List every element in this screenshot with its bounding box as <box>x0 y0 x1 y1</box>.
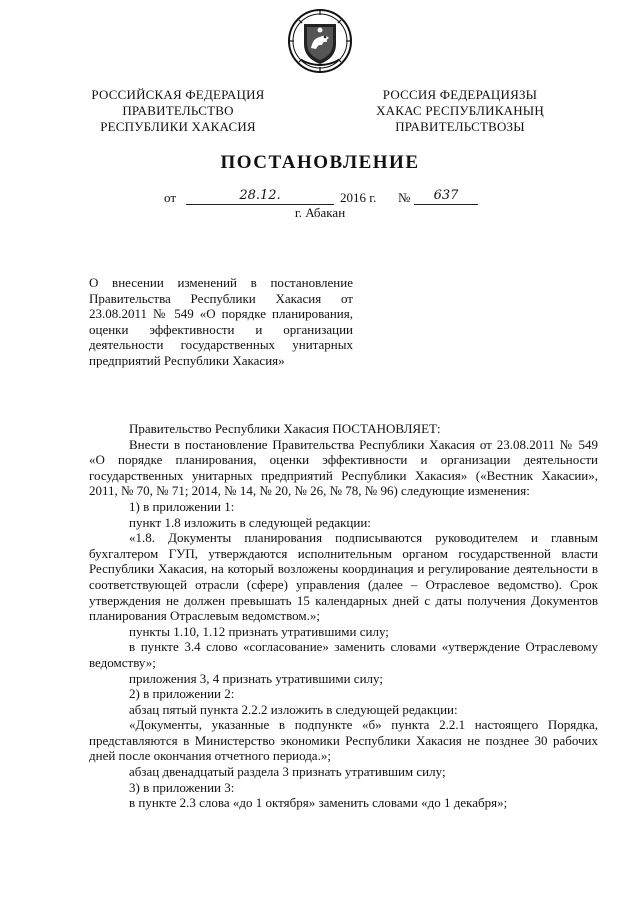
document-subject: О внесении изменений в постановление Правительства Республики Хакасия от 23.08.2011 № 549 «О порядке планирования, оценки эффективности и организации деятельности государственных унитарных предприятий Республики Хакасия» <box>89 275 353 368</box>
document-title: ПОСТАНОВЛЕНИЕ <box>220 152 420 173</box>
body-paragraph: 3) в приложении 3: <box>129 779 235 795</box>
document-number: 637 <box>414 190 478 205</box>
header-khakas-line-1: РОССИЯ ФЕДЕРАЦИЯЗЫ <box>382 87 538 102</box>
body-paragraph: пункты 1.10, 1.12 признать утратившими силу; <box>129 623 389 639</box>
city-line: г. Абакан <box>294 205 346 220</box>
header-ru-line-3: РЕСПУБЛИКИ ХАКАСИЯ <box>100 119 256 134</box>
body-paragraph: Внести в постановление Правительства Республики Хакасия от 23.08.2011 № 549 «О порядке планирования, оценки эффективности и организации деятельности государственных унитарных предприятий Республики Хакасия» («Вестник Хакасии», 2011, № 70, № 71; 2014, № 14, № 20, № 26, № 78, № 96) следующие изменения: <box>89 436 598 499</box>
body-paragraph: абзац двенадцатый раздела 3 признать утратившим силу; <box>129 764 446 780</box>
header-ru-line-1: РОССИЙСКАЯ ФЕДЕРАЦИЯ <box>91 87 265 102</box>
coat-of-arms-emblem <box>287 8 353 74</box>
body-paragraph: «Документы, указанные в подпункте «б» пункта 2.2.1 настоящего Порядка, представляются в Министерство экономики Республики Хакасия не позднее 30 рабочих дней после окончания отчетного периода.»; <box>89 717 598 764</box>
date-year: 2016 г. <box>340 190 377 205</box>
body-paragraph: «1.8. Документы планирования подписываются руководителем и главным бухгалтером ГУП, утверждаются исполнительным органом государственной власти Республики Хакасия, на который возложены координация и регулирование деятельности в соответствующей отрасли (сфере) управления (далее – Отраслевое ведомство). Срок утверждения не должен превышать 15 календарных дней с даты получения Документов планирования Отраслевым ведомством.»; <box>89 530 598 624</box>
body-paragraph: пункт 1.8 изложить в следующей редакции: <box>129 514 371 530</box>
body-paragraph: приложения 3, 4 признать утратившими силу; <box>129 670 383 686</box>
body-paragraph: 2) в приложении 2: <box>129 686 235 702</box>
header-khakas-line-3: ПРАВИТЕЛЬСТВОЗЫ <box>395 119 525 134</box>
header-khakas <box>360 87 560 135</box>
body-paragraph: Правительство Республики Хакасия ПОСТАНОВЛЯЕТ: <box>129 421 441 436</box>
date-prefix: от <box>164 190 177 205</box>
header-khakas-line-2: ХАКАС РЕСПУБЛИКАНЫҢ <box>376 103 544 118</box>
body-paragraph: 1) в приложении 1: <box>129 498 235 514</box>
header-ru-line-2: ПРАВИТЕЛЬСТВО <box>122 103 234 118</box>
number-label: № <box>398 190 411 205</box>
date-value: 28.12. <box>186 190 334 205</box>
header-ru <box>78 87 278 135</box>
document-body <box>89 421 598 811</box>
body-paragraph: абзац пятый пункта 2.2.2 изложить в следующей редакции: <box>129 701 458 717</box>
body-paragraph: в пункте 2.3 слова «до 1 октября» заменить словами «до 1 декабря»; <box>129 795 508 811</box>
body-paragraph: в пункте 3.4 слово «согласование» заменить словами «утверждение Отраслевому ведомству»; <box>89 639 598 670</box>
